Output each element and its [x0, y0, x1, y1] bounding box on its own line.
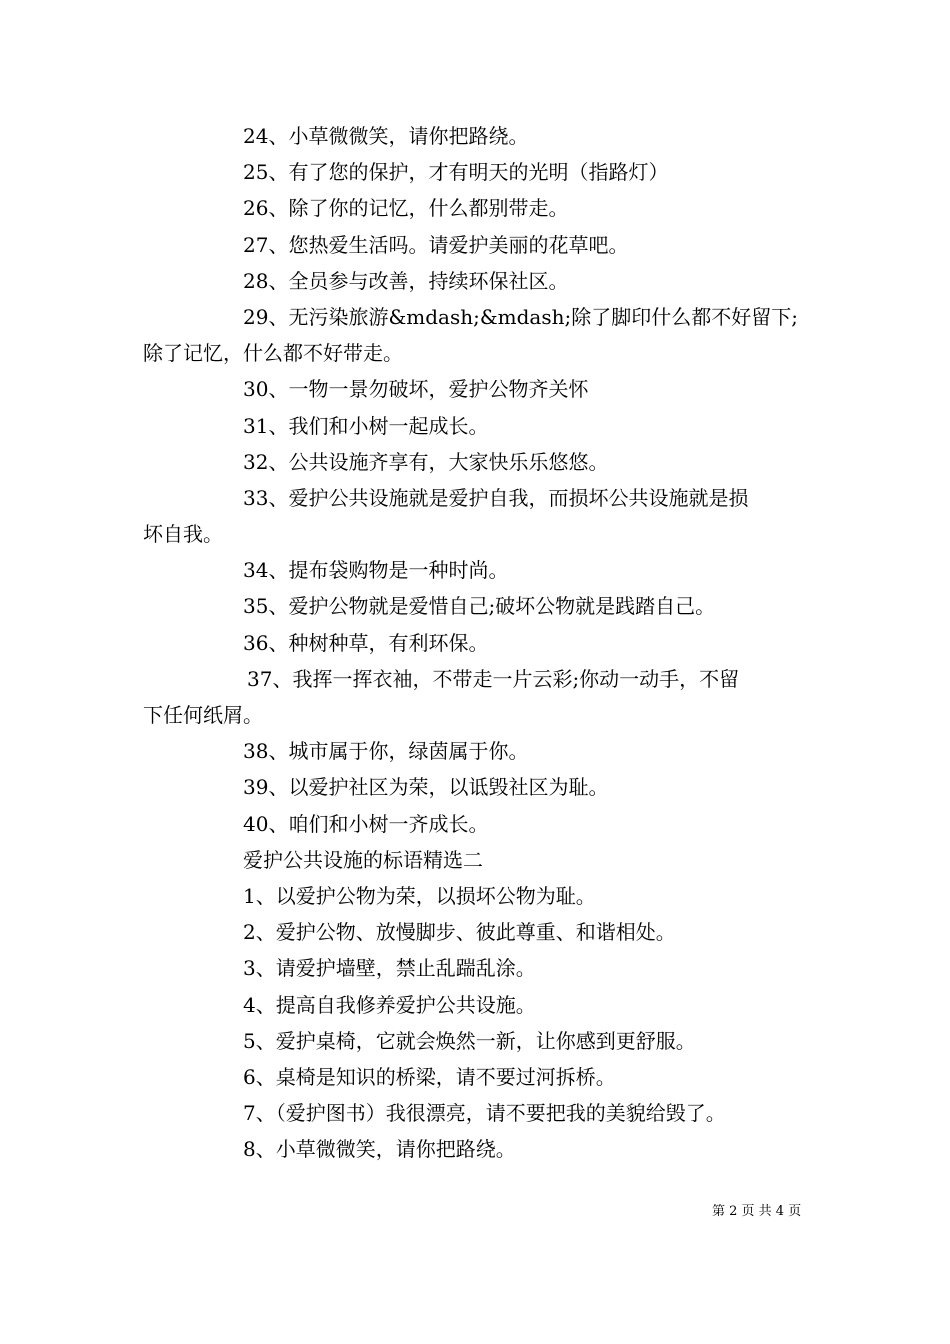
slogan-line-34: 34、提布袋购物是一种时尚。: [243, 558, 509, 583]
slogan-part2-line-1: 1、以爱护公物为荣，以损坏公物为耻。: [243, 883, 596, 908]
slogan-line-37: 37、我挥一挥衣袖，不带走一片云彩;你动一动手，不留: [247, 666, 740, 691]
slogan-line-33-continued: 坏自我。: [143, 522, 223, 547]
slogan-line-36: 36、种树种草，有利环保。: [243, 630, 489, 655]
slogan-line-29: 29、无污染旅游&mdash;&mdash;除了脚印什么都不好留下;: [243, 304, 798, 329]
slogan-part2-line-5: 5、爱护桌椅，它就会焕然一新，让你感到更舒服。: [243, 1028, 696, 1053]
slogan-line-29-continued: 除了记忆，什么都不好带走。: [143, 341, 403, 366]
slogan-line-24: 24、小草微微笑，请你把路绕。: [243, 124, 529, 148]
slogan-part2-line-6: 6、桌椅是知识的桥梁，请不要过河拆桥。: [243, 1064, 616, 1089]
slogan-line-27: 27、您热爱生活吗。请爱护美丽的花草吧。: [243, 232, 629, 257]
slogan-line-32: 32、公共设施齐享有，大家快乐乐悠悠。: [243, 449, 609, 474]
slogan-line-25: 25、有了您的保护，才有明天的光明（指路灯）: [243, 160, 669, 185]
slogan-line-31: 31、我们和小树一起成长。: [243, 413, 489, 438]
slogan-part2-line-2: 2、爱护公物、放慢脚步、彼此尊重、和谐相处。: [243, 920, 676, 945]
slogan-line-33: 33、爱护公共设施就是爱护自我，而损坏公共设施就是损: [243, 485, 749, 510]
page-number-footer: 第 2 页 共 4 页: [712, 1204, 802, 1219]
slogan-line-39: 39、以爱护社区为荣，以诋毁社区为耻。: [243, 775, 609, 800]
slogan-part2-line-3: 3、请爱护墙壁，禁止乱踹乱涂。: [243, 956, 536, 981]
slogan-line-26: 26、除了你的记忆，什么都别带走。: [243, 196, 569, 221]
slogan-line-40: 40、咱们和小树一齐成长。: [243, 811, 489, 836]
slogan-line-35: 35、爱护公物就是爱惜自己;破坏公物就是践踏自己。: [243, 594, 716, 619]
slogan-part2-line-4: 4、提高自我修养爱护公共设施。: [243, 992, 536, 1017]
document-body: [143, 118, 813, 1167]
slogan-part2-line-7: 7、（爱护图书）我很漂亮，请不要把我的美貌给毁了。: [243, 1101, 726, 1126]
section-heading: 爱护公共设施的标语精选二: [243, 847, 483, 872]
slogan-part2-line-8: 8、小草微微笑，请你把路绕。: [243, 1137, 516, 1162]
slogan-line-37-continued: 下任何纸屑。: [143, 703, 263, 727]
slogan-line-28: 28、全员参与改善，持续环保社区。: [243, 268, 569, 293]
slogan-line-38: 38、城市属于你，绿茵属于你。: [243, 739, 529, 764]
slogan-line-30: 30、一物一景勿破坏，爱护公物齐关怀: [243, 377, 589, 402]
